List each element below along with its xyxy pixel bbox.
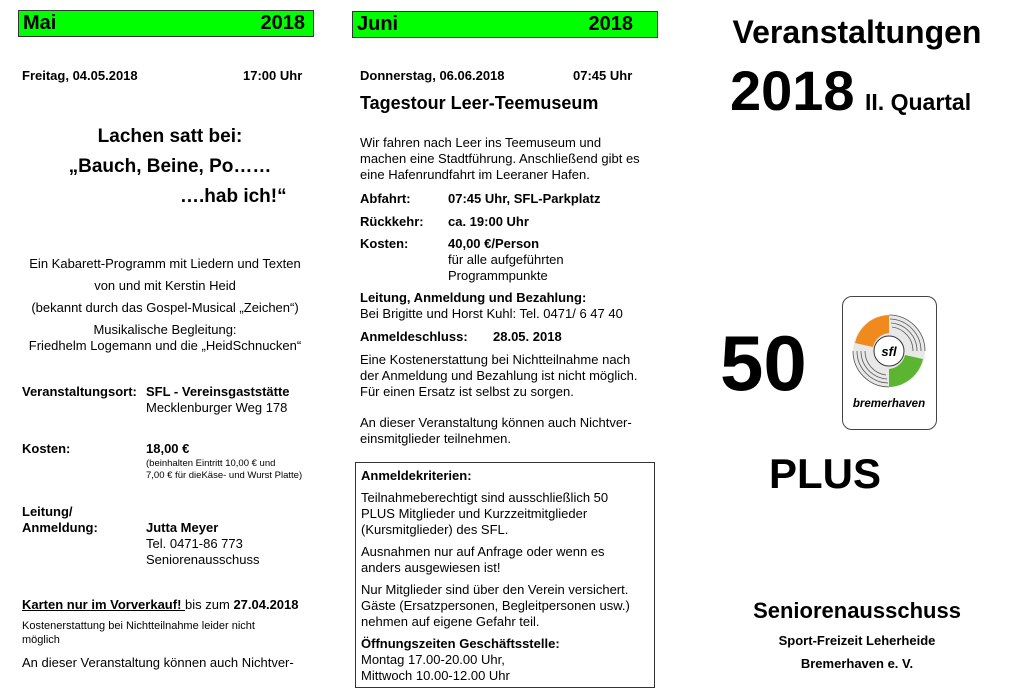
event-date: Donnerstag, 06.06.2018 [360, 68, 505, 83]
contact-value: Bei Brigitte und Horst Kuhl: Tel. 0471/ 6 47 40 [360, 306, 623, 321]
year-label: 2018 [260, 12, 305, 34]
event-time: 07:45 Uhr [573, 68, 633, 83]
criteria-paragraph [361, 544, 654, 576]
description-line: von und mit Kerstin Heid [94, 278, 236, 293]
contact-row [360, 290, 623, 322]
departure-label: Abfahrt: [360, 191, 411, 206]
contact-phone: Tel. 0471-86 773 [146, 536, 243, 551]
presale-underlined: Karten nur im Vorverkauf! [22, 597, 186, 612]
criteria-paragraph [361, 490, 654, 538]
venue-address: Mecklenburger Weg 178 [146, 400, 288, 415]
cost-note: für alle aufgeführten [448, 252, 564, 267]
criteria-line: anders ausgewiesen ist! [361, 560, 501, 575]
refund-line: der Anmeldung und Bezahlung ist nicht möglich. [360, 368, 638, 383]
criteria-line: Gäste (Ersatzpersonen, Begleitpersonen usw.) [361, 598, 630, 613]
music-info [0, 322, 330, 354]
cost-label: Kosten: [22, 441, 71, 456]
venue-block [22, 384, 290, 416]
presale-mid: bis zum [185, 597, 234, 612]
intro-line: machen eine Stadtführung. Anschließend gibt es [360, 151, 640, 166]
sfl-logo [842, 296, 937, 430]
venue-label: Veranstaltungsort: [22, 384, 137, 399]
nonmember-line: einsmitglieder teilnehmen. [360, 431, 512, 446]
year-label: 2018 [588, 13, 633, 35]
month-label: Mai [23, 12, 57, 34]
contact-name: Jutta Meyer [146, 520, 219, 535]
return-row [360, 214, 529, 229]
presale-notice [22, 597, 299, 612]
contact-label: Anmeldung: [22, 520, 98, 535]
refund-line: möglich [22, 634, 60, 646]
criteria-line: PLUS Mitglieder und Kurzzeitmitglieder [361, 506, 588, 521]
cost-row [360, 236, 564, 284]
presale-date: 27.04.2018 [233, 597, 299, 612]
month-bar-june [352, 11, 658, 38]
event-date: Freitag, 04.05.2018 [22, 68, 138, 83]
contact-label: Leitung, Anmeldung und Bezahlung: [360, 290, 587, 305]
departure-row [360, 191, 600, 206]
contact-org: Seniorenausschuss [146, 552, 260, 567]
criteria-line: Ausnahmen nur auf Anfrage oder wenn es [361, 544, 605, 559]
cover-year-row [730, 58, 971, 123]
nonmember-line: An dieser Veranstaltung können auch Nichtver- [360, 415, 632, 430]
cover-year: 2018 [730, 59, 855, 122]
deadline-value: 28.05. 2018 [493, 329, 562, 344]
refund-line: Eine Kostenerstattung bei Nichtteilnahme nach [360, 352, 631, 367]
criteria-line: Teilnahmeberechtigt sind ausschließlich 50 [361, 490, 609, 505]
hours-line: Mittwoch 10.00-12.00 Uhr [361, 668, 510, 683]
refund-notice [360, 352, 638, 400]
cover-title: Veranstaltungen [732, 14, 982, 50]
event-time: 17:00 Uhr [243, 68, 303, 83]
criteria-box [355, 462, 655, 688]
description-line: Ein Kabarett-Programm mit Liedern und Texten [29, 256, 301, 271]
event-headline [0, 122, 340, 212]
cost-note: 7,00 € für dieKäse- und Wurst Platte) [146, 470, 303, 481]
criteria-line: Nur Mitglieder sind über den Verein versichert. [361, 582, 629, 597]
cost-note: (beinhalten Eintritt 10,00 € und [146, 458, 276, 469]
club-city: Bremerhaven e. V. [800, 656, 914, 671]
svg-text:sfl: sfl [881, 344, 897, 359]
cost-amount: 18,00 € [146, 441, 190, 456]
cost-note: Programmpunkte [448, 268, 548, 283]
headline-line: „Bauch, Beine, Po…… [68, 156, 272, 177]
org-title: Seniorenausschuss [753, 598, 961, 623]
criteria-line: (Kursmitglieder) des SFL. [361, 522, 509, 537]
month-label: Juni [357, 13, 399, 35]
description-line: (bekannt durch das Gospel-Musical „Zeichen“) [31, 300, 299, 315]
intro-line: eine Hafenrundfahrt im Leeraner Hafen. [360, 167, 590, 182]
criteria-line: nehmen auf eigene Gefahr teil. [361, 614, 540, 629]
music-line: Friedhelm Logemann und die „HeidSchnucken“ [28, 338, 302, 353]
headline-line: ….hab ich!“ [180, 186, 287, 207]
cost-label: Kosten: [360, 236, 409, 251]
event-description [0, 253, 330, 319]
music-line: Musikalische Begleitung: [93, 322, 237, 337]
cost-block [22, 440, 302, 482]
month-bar-may [18, 10, 314, 37]
svg-text:bremerhaven: bremerhaven [852, 398, 926, 410]
criteria-paragraph [361, 582, 654, 630]
refund-notice [22, 619, 255, 647]
refund-line: Für einen Ersatz ist selbst zu sorgen. [360, 384, 574, 399]
refund-line: Kostenerstattung bei Nichtteilnahme leider nicht [22, 620, 255, 632]
venue-name: SFL - Vereinsgaststätte [146, 384, 290, 399]
return-label: Rückkehr: [360, 214, 424, 229]
deadline-label: Anmeldeschluss: [360, 329, 468, 344]
departure-value: 07:45 Uhr, SFL-Parkplatz [448, 191, 601, 206]
nonmember-notice [360, 415, 632, 447]
contact-label: Leitung/ [22, 504, 73, 519]
event-title: Tagestour Leer-Teemuseum [360, 93, 599, 113]
sfl-swirl-icon [843, 297, 936, 429]
return-value: ca. 19:00 Uhr [448, 214, 529, 229]
fifty-label: 50 [720, 319, 807, 407]
cover-quarter: II. Quartal [865, 89, 972, 115]
deadline-row [360, 329, 562, 344]
headline-line: Lachen satt bei: [97, 126, 243, 147]
nonmember-notice: An dieser Veranstaltung können auch Nichtver- [22, 655, 294, 670]
cost-value: 40,00 €/Person [448, 236, 540, 251]
event-intro [360, 135, 640, 183]
intro-line: Wir fahren nach Leer ins Teemuseum und [360, 135, 602, 150]
plus-label: PLUS [769, 450, 882, 497]
hours-title: Öffnungszeiten Geschäftsstelle: [361, 636, 560, 651]
criteria-title: Anmeldekriterien: [361, 468, 472, 483]
hours-line: Montag 17.00-20.00 Uhr, [361, 652, 505, 667]
club-name: Sport-Freizeit Leherheide [778, 633, 936, 648]
contact-block [22, 504, 259, 568]
